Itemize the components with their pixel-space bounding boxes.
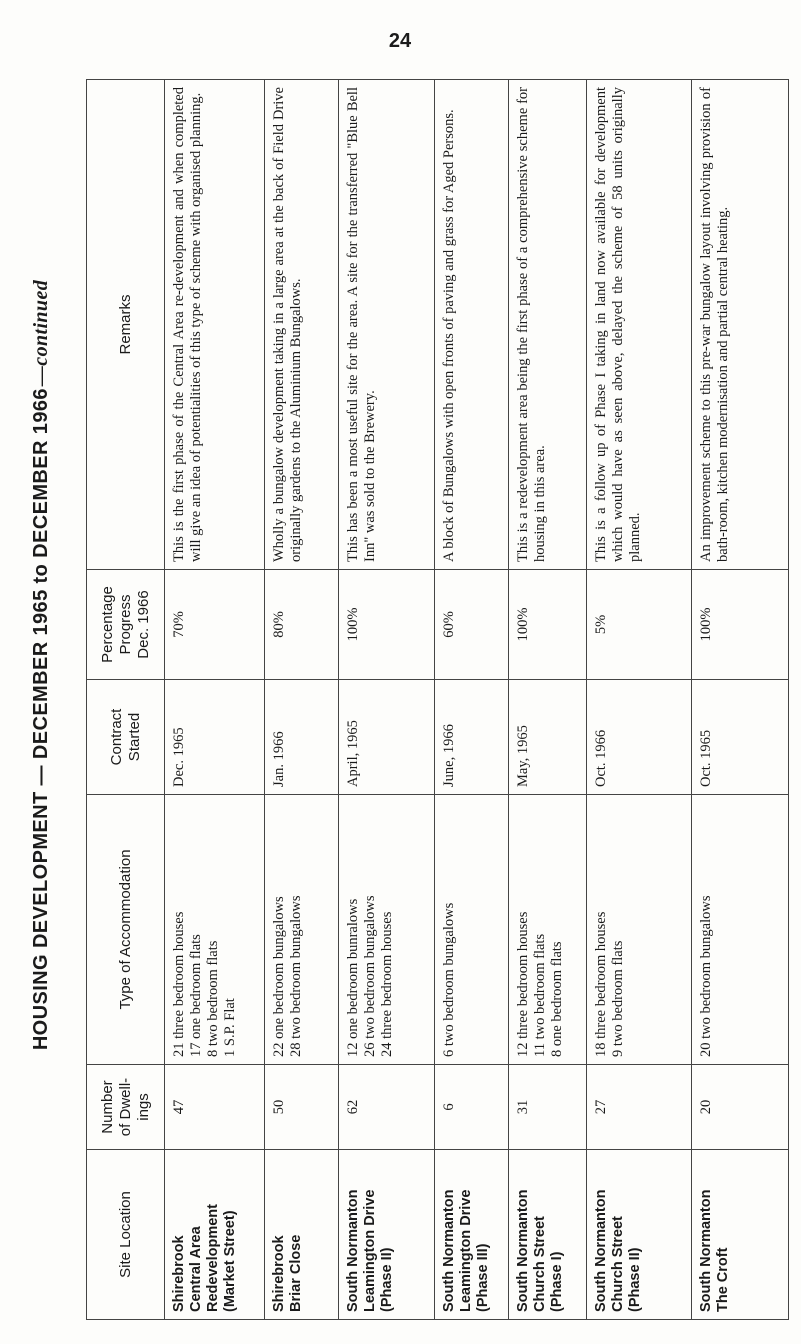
page-title xyxy=(21,35,61,1295)
percentage-progress-cell: 5% xyxy=(586,570,691,680)
number-of-dwellings-cell: 31 xyxy=(508,1065,586,1150)
contract-started-cell: May, 1965 xyxy=(508,680,586,795)
accommodation-cell xyxy=(165,795,265,1065)
site-location-line: South Normanton xyxy=(345,1189,362,1312)
site-location-line: (Phase II) xyxy=(379,1247,396,1312)
site-location-line: South Normanton xyxy=(592,1189,609,1312)
site-location-line: Leamington Drive xyxy=(362,1189,379,1312)
percentage-progress-cell: 80% xyxy=(265,570,339,680)
accommodation-cell xyxy=(265,795,339,1065)
number-of-dwellings-cell: 6 xyxy=(435,1065,509,1150)
site-location-line: Church Street xyxy=(609,1216,626,1312)
number-of-dwellings-cell: 47 xyxy=(165,1065,265,1150)
accommodation-cell xyxy=(435,795,509,1065)
site-location-cell xyxy=(435,1150,509,1320)
accommodation-line: 12 three bedroom houses xyxy=(514,911,531,1057)
table-row xyxy=(265,80,339,1320)
site-location-line: The Croft xyxy=(714,1247,731,1312)
contract-started-cell: June, 1966 xyxy=(435,680,509,795)
contract-started-cell: Oct. 1966 xyxy=(586,680,691,795)
site-location-line: Leamington Drive xyxy=(458,1189,475,1312)
site-location-line: (Phase III) xyxy=(475,1243,492,1312)
percentage-progress-cell: 100% xyxy=(339,570,435,680)
site-location-line: (Phase II) xyxy=(626,1247,643,1312)
accommodation-line: 11 two bedroom flats xyxy=(531,933,548,1057)
accommodation-cell xyxy=(339,795,435,1065)
remarks-cell: This is a redevelopment area being the first phase of a comprehensive scheme for housing in this area. xyxy=(508,80,586,570)
contract-started-cell: Jan. 1966 xyxy=(265,680,339,795)
site-location-line: (Phase I) xyxy=(548,1251,565,1312)
percentage-progress-cell: 70% xyxy=(165,570,265,680)
site-location-line: South Normanton xyxy=(514,1189,531,1312)
table-row xyxy=(691,80,788,1320)
site-location-line: (Market Street) xyxy=(222,1210,238,1312)
accommodation-line: 24 three bedroom houses xyxy=(379,911,396,1057)
header-site-location: Site Location xyxy=(87,1150,165,1320)
remarks-cell: An improvement scheme to this pre-war bungalow layout involving provision of bath-room, kitchen modernisation and partial central heating. xyxy=(691,80,788,570)
accommodation-line: 20 two bedroom bungalows xyxy=(697,895,714,1057)
percentage-progress-cell: 60% xyxy=(435,570,509,680)
table-row xyxy=(508,80,586,1320)
number-of-dwellings-cell: 62 xyxy=(339,1065,435,1150)
accommodation-line: 22 one bedroom bungalows xyxy=(271,896,288,1057)
housing-development-table xyxy=(86,79,789,1320)
percentage-progress-cell: 100% xyxy=(508,570,586,680)
accommodation-line: 12 one bedroom bunralows xyxy=(345,898,362,1057)
accommodation-line: 6 two bedroom bungalows xyxy=(441,902,458,1057)
table-row xyxy=(165,80,265,1320)
accommodation-line: 28 two bedroom bungalows xyxy=(288,895,305,1057)
accommodation-cell xyxy=(508,795,586,1065)
title-main: HOUSING DEVELOPMENT — DECEMBER 1965 to DECEMBER 1966 xyxy=(29,388,52,1051)
accommodation-line: 1 S.P. Flat xyxy=(222,998,238,1057)
accommodation-line: 18 three bedroom houses xyxy=(592,911,609,1057)
site-location-line: Church Street xyxy=(531,1216,548,1312)
remarks-cell: This is the first phase of the Central Area re-development and when completed will give an idea of potentialities of this type of scheme with organised planning. xyxy=(165,80,265,570)
header-type-of-accommodation: Type of Accommodation xyxy=(87,795,165,1065)
site-location-cell xyxy=(508,1150,586,1320)
site-location-cell xyxy=(339,1150,435,1320)
header-percentage-progress: Percentage Progress Dec. 1966 xyxy=(87,570,165,680)
accommodation-line: 9 two bedroom flats xyxy=(609,940,626,1057)
site-location-line: South Normanton xyxy=(441,1189,458,1312)
accommodation-cell xyxy=(691,795,788,1065)
table-row xyxy=(435,80,509,1320)
table-header-row xyxy=(87,80,165,1320)
number-of-dwellings-cell: 50 xyxy=(265,1065,339,1150)
site-location-cell xyxy=(165,1150,265,1320)
title-continued: —continued xyxy=(29,279,52,387)
housing-table-wrapper xyxy=(86,80,789,1320)
percentage-progress-cell: 100% xyxy=(691,570,788,680)
table-row xyxy=(339,80,435,1320)
remarks-cell: Wholly a bungalow development taking in a large area at the back of Field Drive originally gardens to the Aluminium Bungalows. xyxy=(265,80,339,570)
site-location-line: Briar Close xyxy=(288,1234,305,1312)
accommodation-line: 21 three bedroom houses xyxy=(171,911,187,1057)
page-number: 24 xyxy=(388,30,412,52)
site-location-line: Shirebrook xyxy=(171,1235,187,1312)
accommodation-line: 26 two bedroom bungalows xyxy=(362,895,379,1057)
number-of-dwellings-cell: 27 xyxy=(586,1065,691,1150)
header-contract-started: Contract Started xyxy=(87,680,165,795)
remarks-cell: This is a follow up of Phase I taking in land now available for development which would have as seen above, delayed the scheme of 58 units originally planned. xyxy=(586,80,691,570)
accommodation-line: 17 one bedroom flats xyxy=(188,934,204,1057)
site-location-cell xyxy=(691,1150,788,1320)
site-location-line: South Normanton xyxy=(697,1189,714,1312)
accommodation-line: 8 two bedroom flats xyxy=(205,940,221,1057)
header-remarks: Remarks xyxy=(87,80,165,570)
site-location-line: Central Area xyxy=(188,1226,204,1312)
accommodation-line: 8 one bedroom flats xyxy=(548,941,565,1057)
site-location-line: Redevelopment xyxy=(205,1204,221,1312)
header-number-of-dwellings: Number of Dwell-ings xyxy=(87,1065,165,1150)
accommodation-cell xyxy=(586,795,691,1065)
remarks-cell: This has been a most useful site for the area. A site for the transferred "Blue Bell Inn" was sold to the Brewery. xyxy=(339,80,435,570)
site-location-line: Shirebrook xyxy=(271,1235,288,1312)
contract-started-cell: Oct. 1965 xyxy=(691,680,788,795)
remarks-cell: A block of Bungalows with open fronts of paving and grass for Aged Persons. xyxy=(435,80,509,570)
table-row xyxy=(586,80,691,1320)
contract-started-cell: Dec. 1965 xyxy=(165,680,265,795)
site-location-cell xyxy=(265,1150,339,1320)
number-of-dwellings-cell: 20 xyxy=(691,1065,788,1150)
contract-started-cell: April, 1965 xyxy=(339,680,435,795)
site-location-cell xyxy=(586,1150,691,1320)
